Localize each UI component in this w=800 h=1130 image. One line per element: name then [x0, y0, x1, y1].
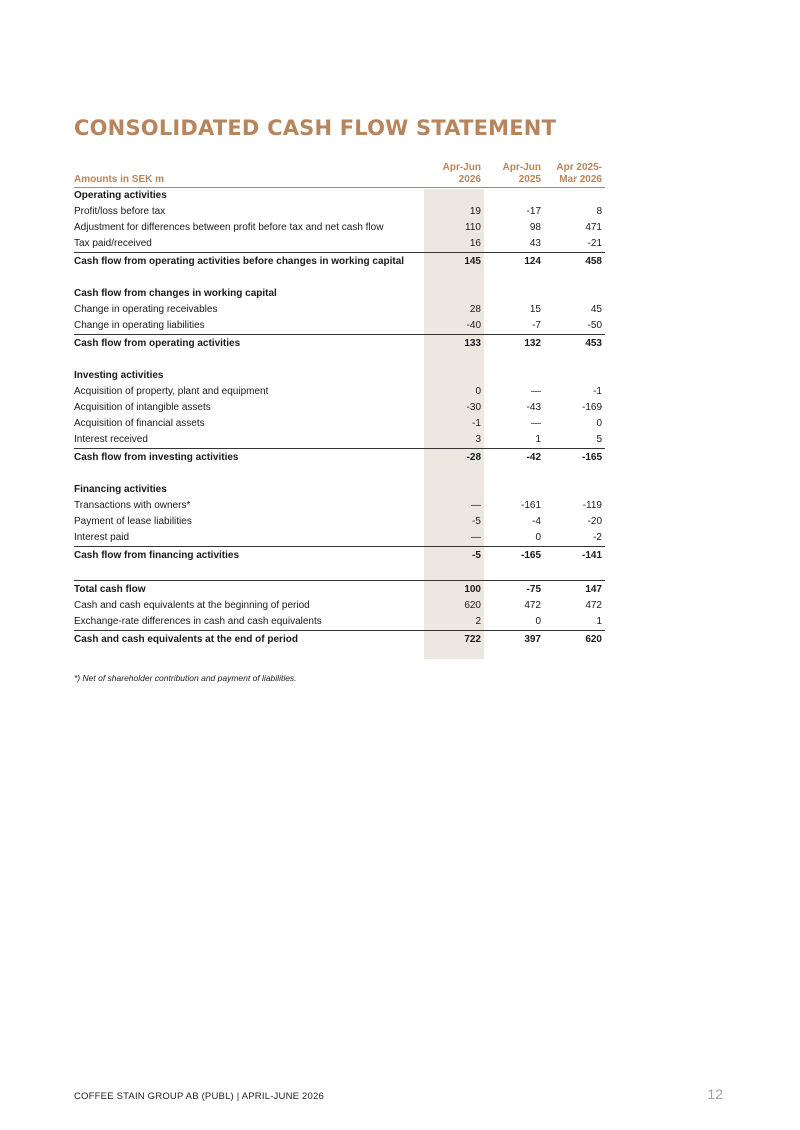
value-apr-jun-2025: 132: [484, 335, 544, 353]
value-apr-jun-2026: -5: [472, 516, 481, 527]
row-label: [74, 466, 424, 482]
value-apr-jun-2026: 3: [475, 434, 481, 445]
row-label: Cash and cash equivalents at the beginning of period: [74, 600, 310, 611]
value-apr-jun-2026: 620: [464, 600, 481, 611]
header-col-apr-jun-2026: Apr-Jun 2026: [424, 162, 484, 188]
value-apr-jun-2025: -75: [484, 581, 544, 599]
value-apr-jun-2026: 145: [424, 253, 484, 271]
value-apr-jun-2026: 133: [424, 335, 484, 353]
table-row: [74, 400, 605, 416]
value-ltm: 453: [544, 335, 605, 353]
row-label: Change in operating liabilities: [74, 320, 205, 331]
value-ltm: [544, 482, 605, 498]
row-label: [74, 270, 424, 286]
value-apr-jun-2025: -165: [484, 547, 544, 565]
subtotal-row: [74, 335, 605, 353]
value-apr-jun-2026: -5: [424, 547, 484, 565]
value-ltm: -119: [582, 500, 602, 511]
header-amounts-label: Amounts in SEK m: [74, 162, 424, 188]
value-ltm: [544, 368, 605, 384]
value-apr-jun-2026: [424, 270, 484, 286]
value-ltm: 5: [596, 434, 602, 445]
value-apr-jun-2025: [484, 564, 544, 581]
row-label: Cash flow from operating activities before changes in working capital: [74, 253, 424, 271]
value-apr-jun-2025: -17: [526, 206, 541, 217]
row-label: Profit/loss before tax: [74, 206, 166, 217]
header-col-ltm: Apr 2025- Mar 2026: [544, 162, 605, 188]
value-ltm: -1: [593, 386, 602, 397]
footer-company-period: COFFEE STAIN GROUP AB (PUBL) | APRIL-JUNE 2026: [74, 1091, 324, 1102]
value-apr-jun-2026: —: [471, 532, 481, 543]
value-apr-jun-2026: -28: [424, 449, 484, 467]
table-row: [74, 220, 605, 236]
value-apr-jun-2025: [484, 188, 544, 205]
row-label: Total cash flow: [74, 581, 424, 599]
value-apr-jun-2025: —: [531, 386, 541, 397]
value-apr-jun-2026: -1: [472, 418, 481, 429]
subtotal-row: [74, 253, 605, 271]
row-label: Acquisition of financial assets: [74, 418, 205, 429]
value-ltm: [544, 286, 605, 302]
spacer-row: [74, 352, 605, 368]
value-apr-jun-2026: [424, 188, 484, 205]
section-heading-row: [74, 286, 605, 302]
table-row: [74, 302, 605, 318]
value-apr-jun-2025: [484, 482, 544, 498]
cash-flow-table: [74, 162, 605, 648]
row-label: Financing activities: [74, 484, 167, 495]
row-label: Interest received: [74, 434, 148, 445]
spacer-row: [74, 564, 605, 581]
subtotal-row: [74, 631, 605, 649]
spacer-row: [74, 466, 605, 482]
table-row: [74, 614, 605, 631]
value-ltm: 458: [544, 253, 605, 271]
value-ltm: -141: [544, 547, 605, 565]
value-ltm: 45: [590, 304, 602, 315]
value-ltm: -50: [587, 320, 602, 331]
footnote: *) Net of shareholder contribution and payment of liabilities.: [74, 673, 297, 683]
value-ltm: -2: [593, 532, 602, 543]
row-label: Acquisition of property, plant and equipment: [74, 386, 269, 397]
row-label: [74, 352, 424, 368]
value-apr-jun-2026: 16: [469, 238, 481, 249]
row-label: Adjustment for differences between profit before tax and net cash flow: [74, 222, 384, 233]
value-apr-jun-2026: 722: [424, 631, 484, 649]
table-row: [74, 514, 605, 530]
value-ltm: [544, 270, 605, 286]
value-ltm: -21: [587, 238, 602, 249]
value-ltm: -165: [544, 449, 605, 467]
value-apr-jun-2025: [484, 368, 544, 384]
row-label: Exchange-rate differences in cash and cash equivalents: [74, 616, 322, 627]
value-apr-jun-2026: [424, 368, 484, 384]
value-ltm: [544, 352, 605, 368]
value-apr-jun-2025: 43: [529, 238, 541, 249]
row-label: Cash flow from financing activities: [74, 547, 424, 565]
value-apr-jun-2025: 0: [535, 532, 541, 543]
table-row: [74, 530, 605, 547]
section-heading-row: [74, 482, 605, 498]
value-apr-jun-2025: [484, 466, 544, 482]
value-ltm: [544, 188, 605, 205]
value-ltm: 0: [596, 418, 602, 429]
spacer-row: [74, 270, 605, 286]
row-label: [74, 564, 424, 581]
value-apr-jun-2025: -4: [532, 516, 541, 527]
value-apr-jun-2026: —: [471, 500, 481, 511]
value-apr-jun-2025: 397: [484, 631, 544, 649]
value-apr-jun-2025: 472: [524, 600, 541, 611]
section-heading-row: [74, 188, 605, 205]
value-apr-jun-2026: -40: [466, 320, 481, 331]
row-label: Cash and cash equivalents at the end of period: [74, 631, 424, 649]
value-apr-jun-2025: -7: [532, 320, 541, 331]
row-label: Interest paid: [74, 532, 130, 543]
value-ltm: -20: [587, 516, 602, 527]
section-heading-row: [74, 368, 605, 384]
row-label: Cash flow from changes in working capital: [74, 288, 277, 299]
value-apr-jun-2025: 98: [529, 222, 541, 233]
value-apr-jun-2025: 15: [529, 304, 541, 315]
value-apr-jun-2026: -30: [466, 402, 481, 413]
value-apr-jun-2025: 0: [535, 616, 541, 627]
table-row: [74, 204, 605, 220]
table-row: [74, 416, 605, 432]
row-label: Investing activities: [74, 370, 164, 381]
value-apr-jun-2025: —: [531, 418, 541, 429]
value-apr-jun-2025: -161: [520, 500, 541, 511]
header-col-apr-jun-2025: Apr-Jun 2025: [484, 162, 544, 188]
value-ltm: 620: [544, 631, 605, 649]
value-apr-jun-2025: [484, 352, 544, 368]
value-ltm: 8: [596, 206, 602, 217]
value-ltm: 1: [596, 616, 602, 627]
row-label: Tax paid/received: [74, 238, 152, 249]
value-apr-jun-2025: 124: [484, 253, 544, 271]
subtotal-row: [74, 449, 605, 467]
value-ltm: 472: [585, 600, 602, 611]
value-apr-jun-2026: [424, 482, 484, 498]
page-number: 12: [707, 1086, 723, 1102]
table-row: [74, 432, 605, 449]
value-apr-jun-2025: [484, 286, 544, 302]
value-ltm: [544, 466, 605, 482]
row-label: Operating activities: [74, 190, 167, 201]
table-row: [74, 598, 605, 614]
value-apr-jun-2026: 19: [469, 206, 481, 217]
value-apr-jun-2026: [424, 286, 484, 302]
value-ltm: [544, 564, 605, 581]
table-row: [74, 384, 605, 400]
value-apr-jun-2026: 0: [475, 386, 481, 397]
table-row: [74, 498, 605, 514]
value-apr-jun-2026: [424, 352, 484, 368]
value-apr-jun-2025: -42: [484, 449, 544, 467]
value-apr-jun-2025: [484, 270, 544, 286]
row-label: Cash flow from operating activities: [74, 335, 424, 353]
value-apr-jun-2025: 1: [535, 434, 541, 445]
table-body: [74, 188, 605, 649]
value-apr-jun-2026: 2: [475, 616, 481, 627]
table-row: [74, 318, 605, 335]
value-apr-jun-2026: 110: [465, 222, 481, 233]
subtotal-row: [74, 581, 605, 599]
value-apr-jun-2026: [424, 564, 484, 581]
row-label: Change in operating receivables: [74, 304, 218, 315]
subtotal-row: [74, 547, 605, 565]
value-apr-jun-2026: [424, 466, 484, 482]
value-ltm: 471: [585, 222, 602, 233]
value-apr-jun-2026: 100: [424, 581, 484, 599]
value-ltm: 147: [544, 581, 605, 599]
row-label: Acquisition of intangible assets: [74, 402, 211, 413]
table-row: [74, 236, 605, 253]
row-label: Transactions with owners*: [74, 500, 191, 511]
row-label: Payment of lease liabilities: [74, 516, 192, 527]
cash-flow-table-container: [74, 162, 605, 648]
value-ltm: -169: [581, 402, 602, 413]
table-header-row: [74, 162, 605, 188]
value-apr-jun-2025: -43: [526, 402, 541, 413]
value-apr-jun-2026: 28: [469, 304, 481, 315]
page-title: CONSOLIDATED CASH FLOW STATEMENT: [74, 116, 557, 140]
row-label: Cash flow from investing activities: [74, 449, 424, 467]
